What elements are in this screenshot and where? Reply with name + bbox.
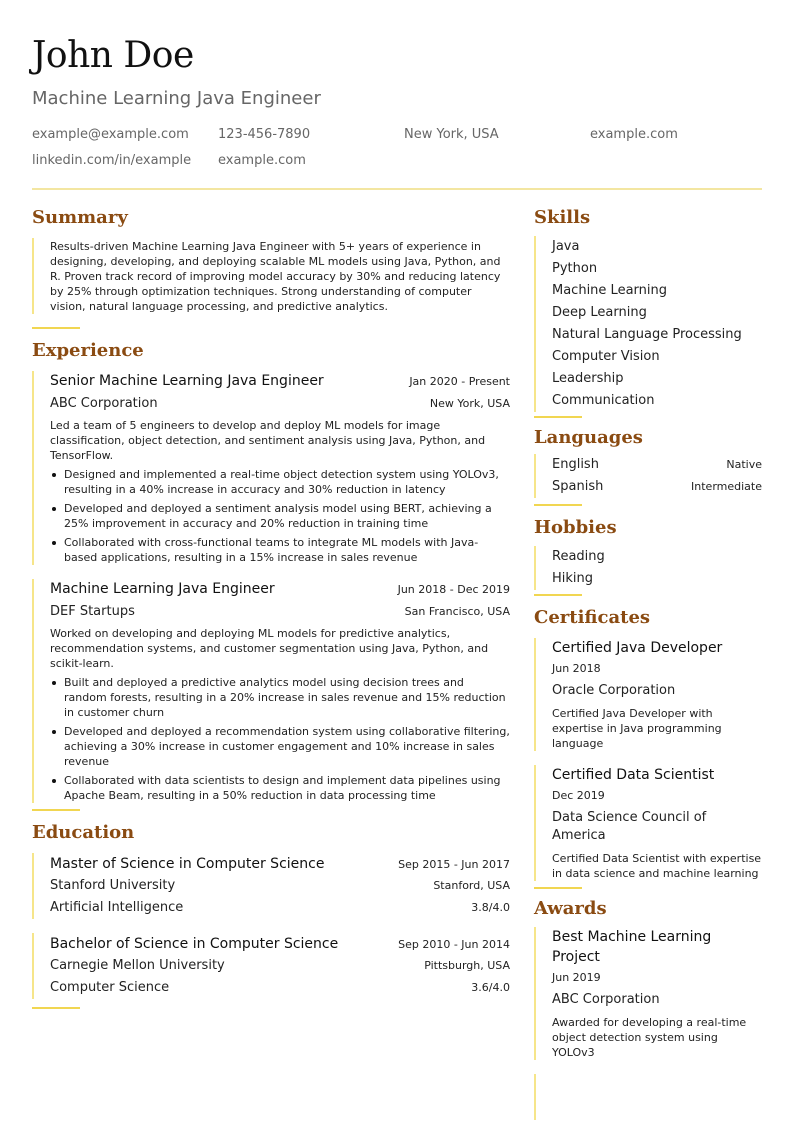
achievement-item: Developed and deployed a sentiment analysis model using BERT, achieving a 25% improvement in accuracy and 20% reduction in training time xyxy=(50,501,510,531)
skill-item: Leadership xyxy=(552,371,624,386)
experience-heading: Experience xyxy=(32,340,144,361)
contact-website[interactable]: example.com xyxy=(590,127,678,142)
position-description: Worked on developing and deploying ML models for predictive analytics, recommendation systems, and customer segmentation using Java, Python, and scikit-learn. xyxy=(50,627,489,670)
contact-list xyxy=(32,126,762,170)
section-divider xyxy=(32,1007,80,1009)
award-item xyxy=(534,927,762,1060)
school-location: Stanford, USA xyxy=(433,879,510,892)
certificate-item xyxy=(534,765,762,881)
skill-item: Communication xyxy=(552,393,655,408)
awards-heading: Awards xyxy=(534,898,607,919)
section-divider xyxy=(534,594,582,596)
resume-header xyxy=(32,34,762,170)
degree-dates: Sep 2010 - Jun 2014 xyxy=(398,938,510,951)
experience-item xyxy=(32,579,510,803)
contact-website-2[interactable]: example.com xyxy=(218,153,306,168)
summary-text: Results-driven Machine Learning Java Engineer with 5+ years of experience in designing, developing, and deploying scalable ML models using Java, Python, and R. Proven track record of improving model accuracy by 30% and reducing latency by 25% through optimization techniques. Strong understanding of computer vision, natural language processing, and predictive analytics. xyxy=(32,238,510,314)
language-level: Native xyxy=(726,458,762,471)
skills-list xyxy=(534,236,762,412)
position-dates: Jan 2020 - Present xyxy=(409,375,510,388)
school-name: Carnegie Mellon University xyxy=(50,958,225,973)
achievement-item: Built and deployed a predictive analytics model using decision trees and random forests, resulting in a 20% increase in sales revenue and 15% reduction in customer churn xyxy=(50,675,510,720)
certificate-item xyxy=(534,638,762,751)
section-divider xyxy=(32,327,80,329)
degree-title: Master of Science in Computer Science xyxy=(50,856,325,872)
company-location: San Francisco, USA xyxy=(404,605,510,618)
experience-item xyxy=(32,371,510,565)
achievement-list xyxy=(50,467,510,565)
language-item xyxy=(552,476,762,498)
award-title: Best Machine Learning Project xyxy=(552,929,712,965)
company-name: DEF Startups xyxy=(50,604,135,619)
certificate-description: Certified Data Scientist with expertise in data science and machine learning xyxy=(552,852,762,880)
hobbies-list xyxy=(534,546,762,590)
skills-heading: Skills xyxy=(534,207,591,228)
language-level: Intermediate xyxy=(691,480,762,493)
certificate-description: Certified Java Developer with expertise in Java programming language xyxy=(552,707,722,750)
company-name: ABC Corporation xyxy=(50,396,158,411)
school-name: Stanford University xyxy=(50,878,176,893)
language-item xyxy=(552,454,762,476)
contact-phone[interactable]: 123-456-7890 xyxy=(218,127,311,142)
section-divider xyxy=(534,504,582,506)
contact-linkedin[interactable]: linkedin.com/in/example xyxy=(32,153,192,168)
achievement-item: Designed and implemented a real-time object detection system using YOLOv3, resulting in a 40% increase in accuracy and 30% reduction in latency xyxy=(50,467,510,497)
header-divider xyxy=(32,188,762,190)
position-dates: Jun 2018 - Dec 2019 xyxy=(397,583,510,596)
gpa: 3.8/4.0 xyxy=(471,901,510,914)
education-heading: Education xyxy=(32,822,135,843)
field-of-study: Artificial Intelligence xyxy=(50,900,184,915)
degree-title: Bachelor of Science in Computer Science xyxy=(50,936,339,952)
skill-item: Deep Learning xyxy=(552,305,647,320)
sidebar-column xyxy=(534,206,762,1120)
certificate-date: Jun 2018 xyxy=(552,662,601,675)
job-title: Machine Learning Java Engineer xyxy=(32,88,321,109)
achievement-list xyxy=(50,675,510,803)
position-title: Senior Machine Learning Java Engineer xyxy=(50,373,324,389)
empty-section-marker xyxy=(534,1074,762,1120)
degree-dates: Sep 2015 - Jun 2017 xyxy=(398,858,510,871)
achievement-item: Developed and deployed a recommendation system using collaborative filtering, achieving a 30% increase in customer engagement and 10% increase in sales revenue xyxy=(50,724,510,769)
achievement-item: Collaborated with cross-functional teams to integrate ML models with Java-based applications, resulting in a 15% increase in sales revenue xyxy=(50,535,510,565)
skill-item: Natural Language Processing xyxy=(552,327,742,342)
skill-item: Machine Learning xyxy=(552,283,667,298)
skill-item: Java xyxy=(552,239,580,254)
language-name: English xyxy=(552,457,599,472)
certificate-issuer: Oracle Corporation xyxy=(552,683,676,698)
contact-location: New York, USA xyxy=(404,127,499,142)
company-location: New York, USA xyxy=(429,397,510,410)
education-item xyxy=(32,933,510,999)
language-name: Spanish xyxy=(552,479,604,494)
section-divider xyxy=(534,887,582,889)
certificate-title: Certified Java Developer xyxy=(552,640,723,656)
languages-heading: Languages xyxy=(534,427,643,448)
school-location: Pittsburgh, USA xyxy=(424,959,510,972)
certificate-issuer: Data Science Council of America xyxy=(552,810,707,843)
hobby-item: Reading xyxy=(552,549,605,564)
skill-item: Python xyxy=(552,261,598,276)
achievement-item: Collaborated with data scientists to design and implement data pipelines using Apache Beam, resulting in a 50% reduction in data processing time xyxy=(50,773,510,803)
position-title: Machine Learning Java Engineer xyxy=(50,581,275,597)
field-of-study: Computer Science xyxy=(50,980,170,995)
languages-list xyxy=(534,454,762,498)
award-date: Jun 2019 xyxy=(552,971,601,984)
candidate-name: John Doe xyxy=(32,35,194,76)
skill-item: Computer Vision xyxy=(552,349,660,364)
certificate-title: Certified Data Scientist xyxy=(552,767,715,783)
certificates-heading: Certificates xyxy=(534,607,651,628)
award-description: Awarded for developing a real-time object detection system using YOLOv3 xyxy=(552,1016,747,1059)
hobby-item: Hiking xyxy=(552,571,594,586)
position-description: Led a team of 5 engineers to develop and deploy ML models for image classification, object detection, and sentiment analysis using Java, Python, and TensorFlow. xyxy=(50,419,486,462)
main-column xyxy=(32,206,510,1009)
certificate-date: Dec 2019 xyxy=(552,789,605,802)
section-divider xyxy=(534,416,582,418)
contact-email[interactable]: example@example.com xyxy=(32,127,189,142)
education-item xyxy=(32,853,510,919)
gpa: 3.6/4.0 xyxy=(471,981,510,994)
hobbies-heading: Hobbies xyxy=(534,517,617,538)
section-divider xyxy=(32,809,80,811)
award-issuer: ABC Corporation xyxy=(552,992,660,1007)
summary-heading: Summary xyxy=(32,207,128,228)
